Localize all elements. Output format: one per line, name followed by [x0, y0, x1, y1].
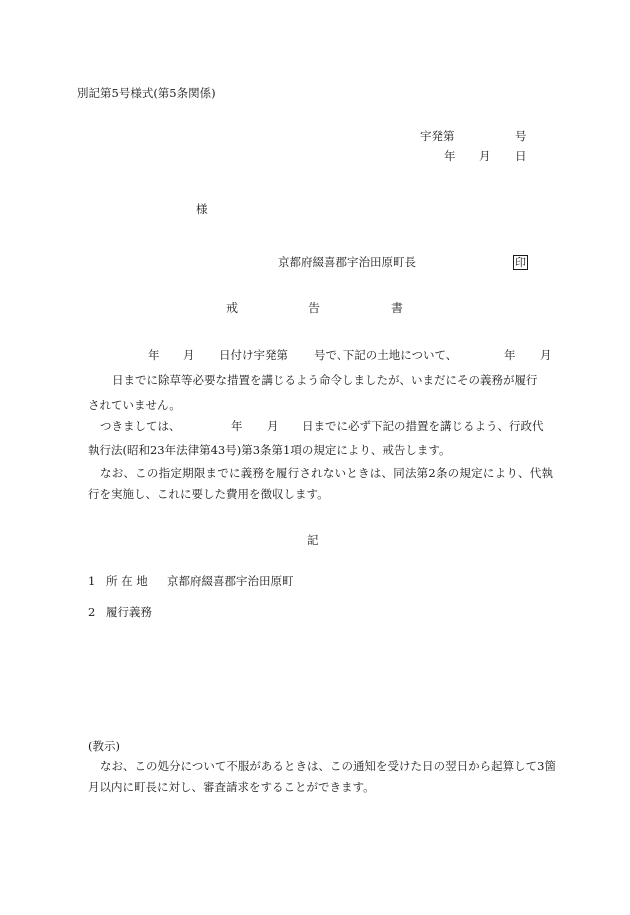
item-label: 所 在 地: [106, 574, 148, 588]
heading-char-2: 告: [308, 301, 321, 315]
heading-char-3: 書: [391, 301, 404, 315]
notice-text: なお、この処分について不服があるときは、この通知を受けた日の翌日から起算して3箇月以内に町長に対し、審査請求をすることができます。: [88, 759, 556, 794]
body-line1-year: 年: [148, 348, 160, 362]
addressee-suffix: 様: [196, 202, 208, 216]
body-line2: 日までに除草等必要な措置を講じるよう命令しましたが、いまだにその義務が履行: [112, 373, 538, 387]
body-line1-month2: 月: [540, 348, 552, 362]
body-line1-month: 月: [183, 348, 195, 362]
body-line4-rest: 日までに必ず下記の措置を講じるよう、行政代: [302, 419, 544, 433]
body-line1-text: 日付け宇発第: [219, 348, 288, 362]
body-line4-intro: つきましては、: [100, 419, 181, 433]
ki-heading: 記: [307, 533, 319, 547]
item-number: 2: [88, 605, 96, 619]
item-value: 京都府綴喜郡宇治田原町: [167, 574, 294, 588]
form-title: 別記第5号様式(第5条関係): [77, 86, 216, 100]
seal-mark: 印: [515, 256, 526, 269]
doc-number-suffix: 号: [515, 129, 527, 143]
body-paragraph-2: なお、この指定期限までに義務を履行されないときは、同法第2条の規定により、代執行を実施し、これに要した費用を徴収します。: [88, 466, 553, 501]
issuer-name: 京都府綴喜郡宇治田原町長: [278, 255, 416, 269]
body-line4-month: 月: [267, 419, 279, 433]
doc-date-month: 月: [479, 149, 491, 163]
body-line1-text2: 号で､下記の土地について、: [314, 348, 458, 362]
body-line5: 執行法(昭和23年法律第43号)第3条第1項の規定により、戒告します。: [88, 443, 451, 457]
item-label: 履行義務: [106, 605, 152, 619]
heading-char-1: 戒: [226, 301, 239, 315]
doc-number-prefix: 宇発第: [420, 129, 455, 143]
notice-title: (教示): [88, 739, 120, 753]
doc-date-year: 年: [444, 149, 456, 163]
doc-date-day: 日: [515, 149, 527, 163]
body-line4-year: 年: [231, 419, 243, 433]
body-line1-year2: 年: [504, 348, 516, 362]
item-number: 1: [88, 574, 96, 588]
body-line3: されていません。: [88, 398, 181, 412]
